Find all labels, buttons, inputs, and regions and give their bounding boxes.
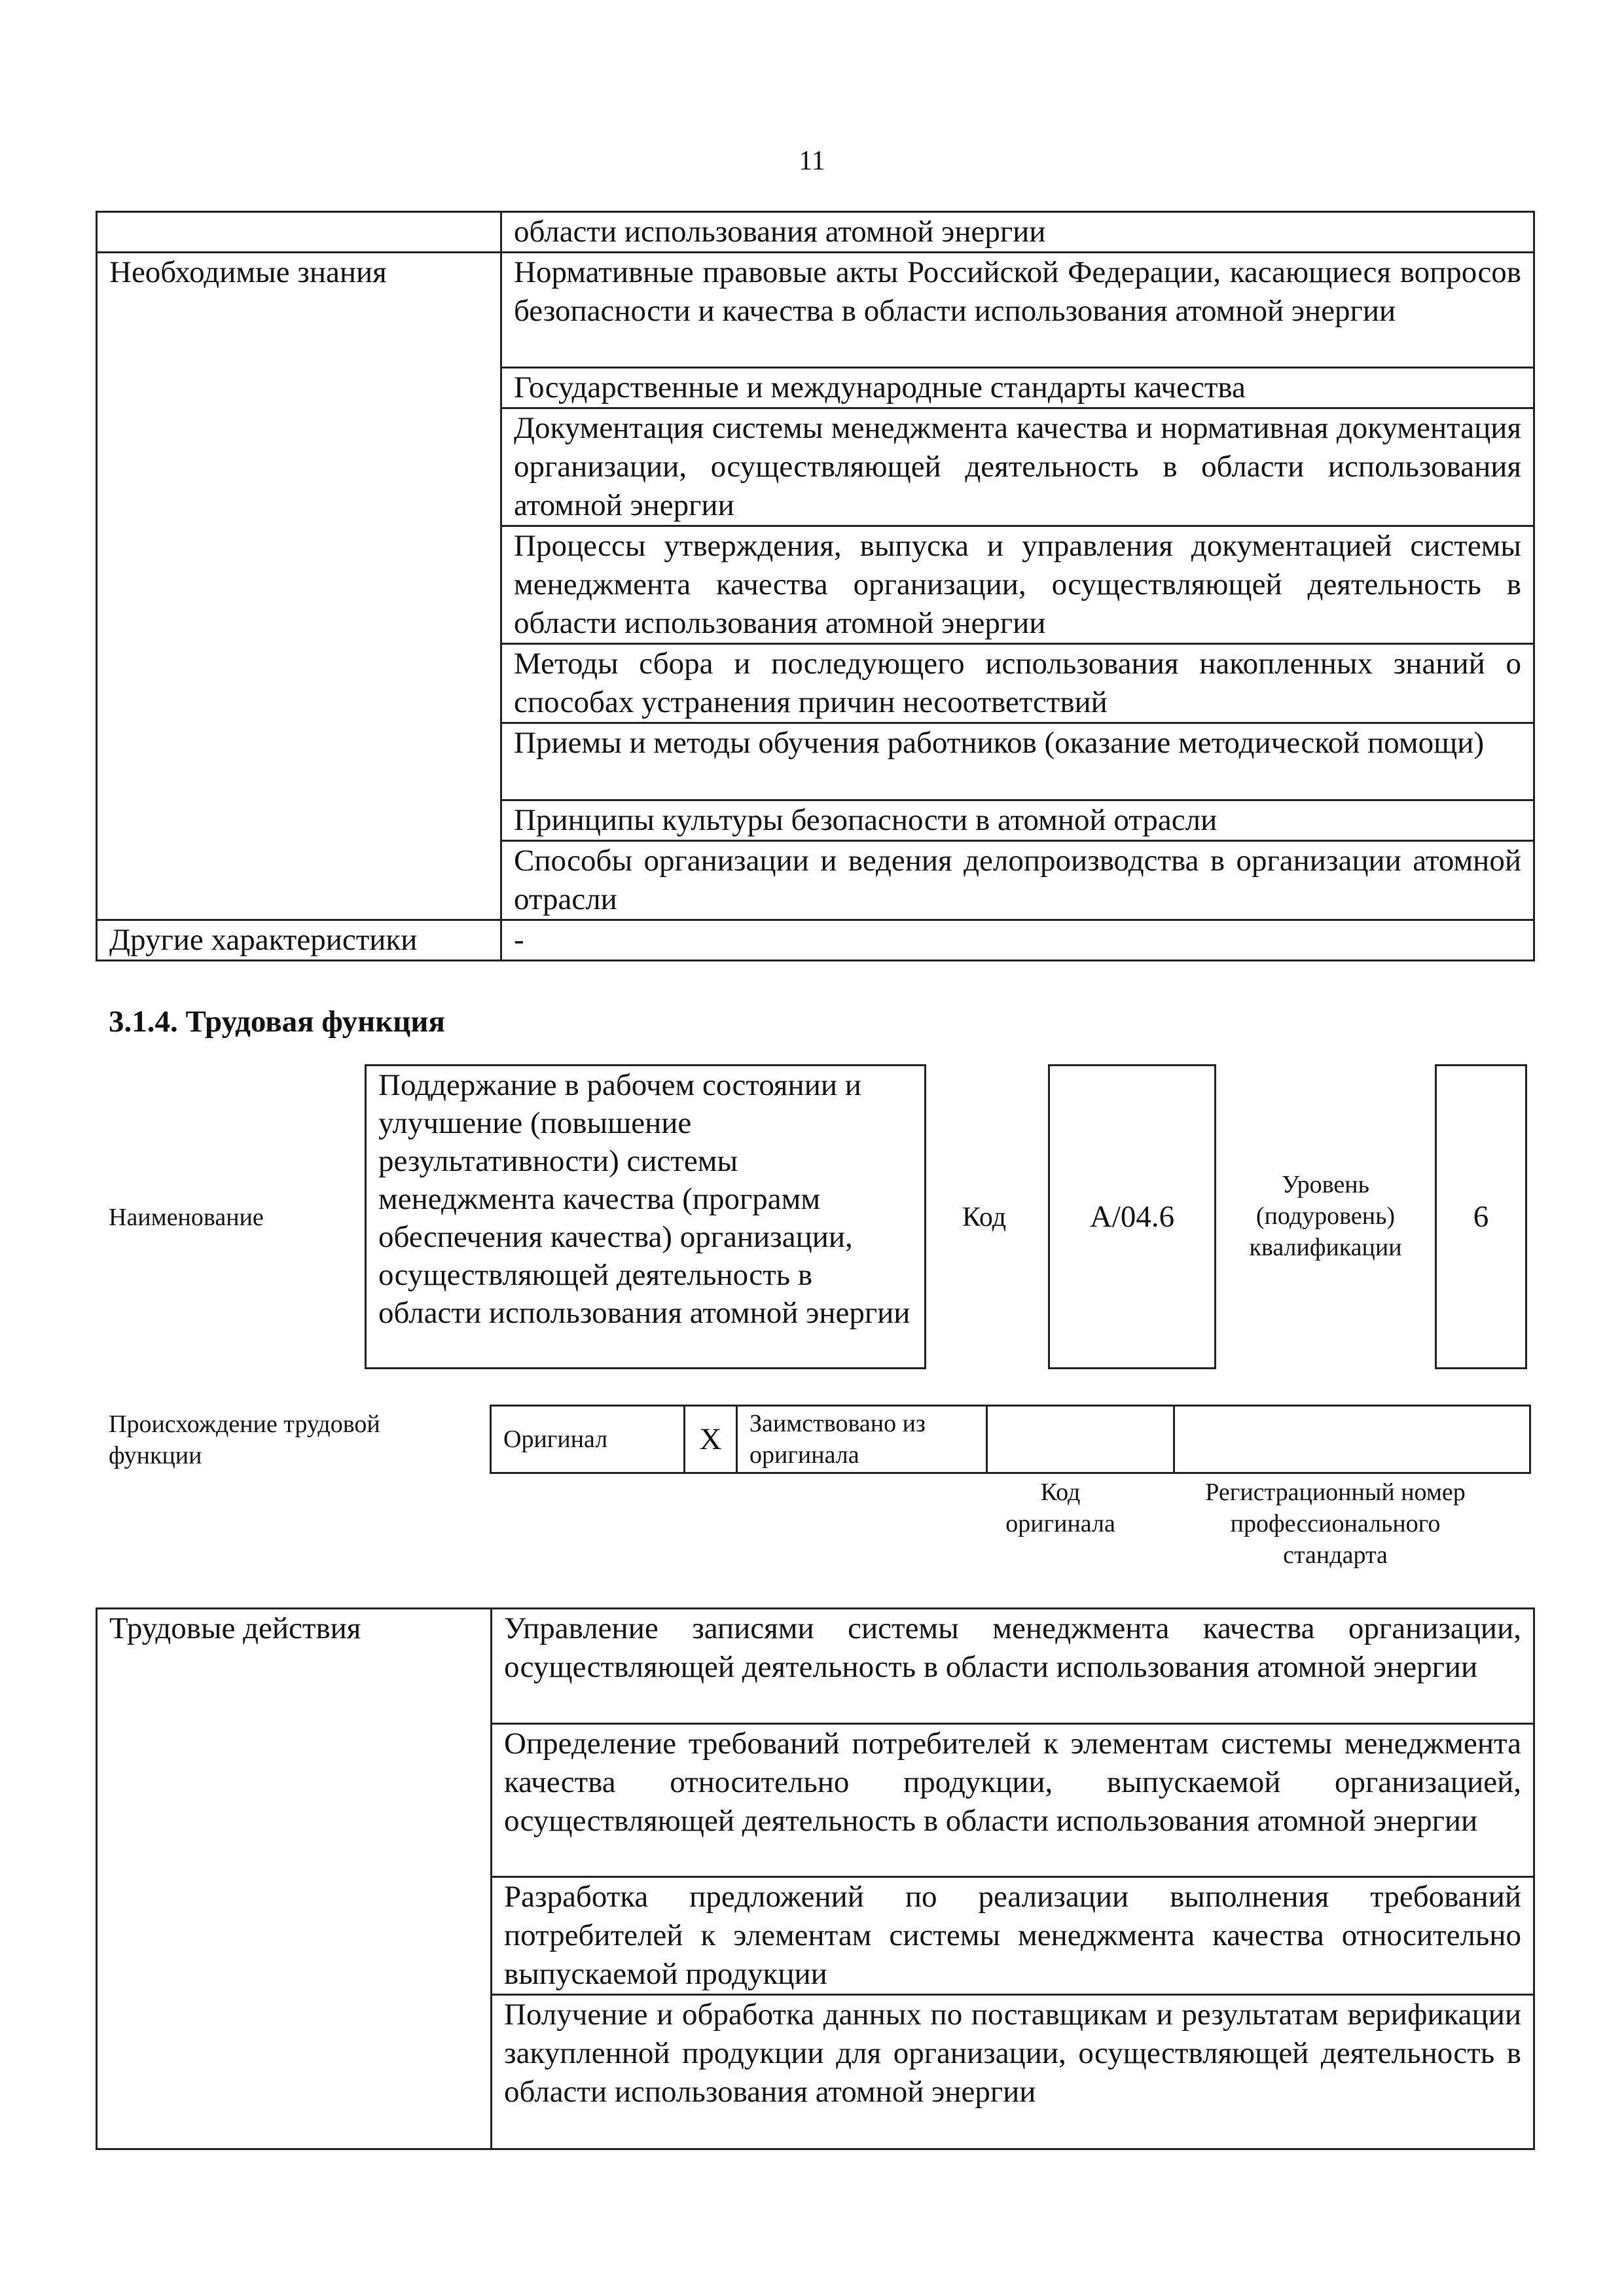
- level-value: 6: [1473, 1200, 1489, 1234]
- section-heading: 3.1.4. Трудовая функция: [109, 1005, 445, 1039]
- table-row: [97, 212, 1534, 253]
- code-value: А/04.6: [1089, 1200, 1175, 1234]
- actions-label: Трудовые действия: [97, 1609, 492, 2149]
- knowledge-item: Государственные и международные стандарты качества: [501, 368, 1534, 408]
- level-label: Уровень (подуровень) квалификации: [1249, 1171, 1402, 1261]
- row-label-empty: [97, 212, 501, 253]
- origin-code-cell: [987, 1406, 1174, 1473]
- table-row: [97, 920, 1534, 961]
- action-item: Разработка предложений по реализации выполнения требований потребителей к элементам системы менеджмента качества относительно выпускаемой продукции: [492, 1877, 1534, 1995]
- origin-label: Происхождение трудовой функции: [109, 1410, 380, 1469]
- knowledge-item: Способы организации и ведения делопроизводства в организации атомной отрасли: [501, 841, 1534, 920]
- level-box: [1435, 1064, 1527, 1369]
- name-label: Наименование: [109, 1204, 264, 1231]
- other-label: Другие характеристики: [97, 920, 501, 961]
- knowledge-item: Приемы и методы обучения работников (оказание методической помощи): [501, 723, 1534, 800]
- code-box: [1048, 1064, 1216, 1369]
- original-label: Оригинал: [491, 1406, 685, 1473]
- knowledge-item: Методы сбора и последующего использования накопленных знаний о способах устранения причин несоответствий: [501, 644, 1534, 723]
- table-row: [97, 1609, 1534, 1724]
- table-row: [491, 1406, 1530, 1473]
- knowledge-item: Процессы утверждения, выпуска и управления документацией системы менеджмента качества организации, осуществляющей деятельность в области использования атомной энергии: [501, 526, 1534, 644]
- action-item: Управление записями системы менеджмента качества организации, осуществляющей деятельность в области использования атомной энергии: [492, 1609, 1534, 1724]
- reg-caption: Регистрационный номер профессионального стандарта: [1205, 1479, 1466, 1569]
- code-caption: Код оригинала: [1005, 1479, 1115, 1537]
- action-item: Получение и обработка данных по поставщикам и результатам верификации закупленной продукции для организации, осуществляющей деятельность в области использования атомной энергии: [492, 1995, 1534, 2149]
- name-value: Поддержание в рабочем состоянии и улучшение (повышение результативности) системы менеджмента качества (программ обеспечения качества) организации, осуществляющей деятельность в области использования атомной энергии: [378, 1068, 911, 1330]
- knowledge-item: Нормативные правовые акты Российской Федерации, касающиеся вопросов безопасности и качества в области использования атомной энергии: [501, 253, 1534, 368]
- knowledge-item: Документация системы менеджмента качества и нормативная документация организации, осуществляющей деятельность в области использования атомной энергии: [501, 408, 1534, 526]
- origin-table: [490, 1405, 1531, 1474]
- borrowed-label: Заимствовано из оригинала: [737, 1406, 987, 1473]
- name-box: [365, 1064, 926, 1369]
- knowledge-table: [96, 211, 1535, 961]
- original-mark: X: [685, 1406, 737, 1473]
- other-value: -: [501, 920, 1534, 961]
- actions-table: [96, 1607, 1535, 2150]
- page-number: 11: [799, 146, 825, 176]
- table-row: [97, 253, 1534, 368]
- code-label: Код: [962, 1202, 1007, 1232]
- reg-number-cell: [1174, 1406, 1530, 1473]
- knowledge-label: Необходимые знания: [97, 253, 501, 920]
- continuation-cell: области использования атомной энергии: [501, 212, 1534, 253]
- knowledge-item: Принципы культуры безопасности в атомной отрасли: [501, 800, 1534, 841]
- action-item: Определение требований потребителей к элементам системы менеджмента качества относительно продукции, выпускаемой организацией, осуществляющей деятельность в области использования атомной энергии: [492, 1724, 1534, 1877]
